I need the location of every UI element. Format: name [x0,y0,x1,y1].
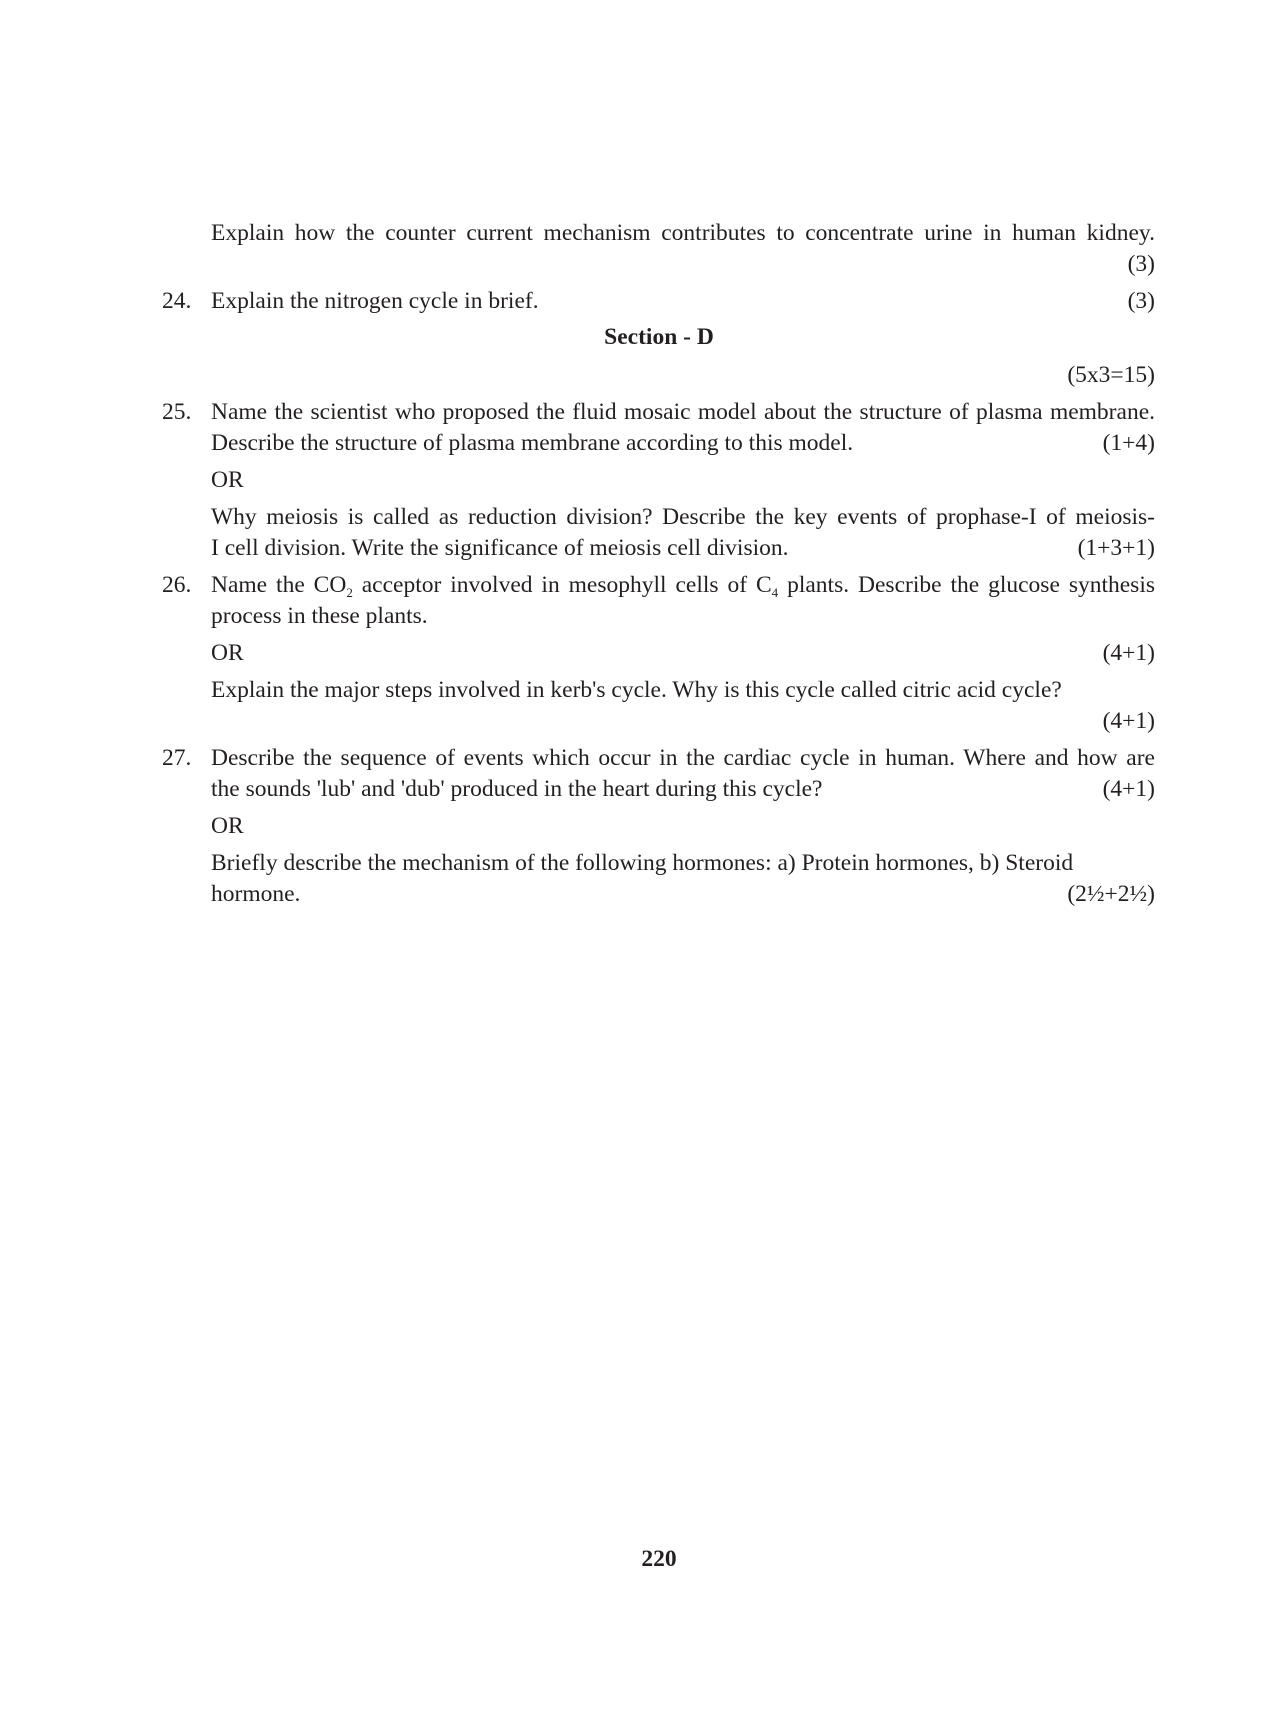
q25-number: 25. [162,399,192,425]
q26-line2: process in these plants. [211,603,428,629]
q24-text: Explain the nitrogen cycle in brief. [211,288,539,314]
q26-marks: (4+1) [1102,640,1155,666]
q27-line2: the sounds 'lub' and 'dub' produced in the heart during this cycle? [211,776,823,802]
q27-alt-line1: Briefly describe the mechanism of the following hormones: a) Protein hormones, b) Steroid [211,850,1074,876]
section-title: Section - D [604,324,714,350]
q26-number: 26. [162,572,192,598]
page-number: 220 [641,1546,677,1572]
q26-line1-part-a: Name the CO [211,572,347,598]
q25-marks: (1+4) [1102,430,1155,456]
q25-line2: Describe the structure of plasma membrane according to this model. [211,430,854,456]
q27-line1: Describe the sequence of events which occur in the cardiac cycle in human. Where and how are [211,745,1155,771]
q27-marks: (4+1) [1102,776,1155,802]
q26-alt-marks: (4+1) [1102,708,1155,734]
section-marks: (5x3=15) [1067,362,1155,388]
q27-alt-line2: hormone. [211,881,301,907]
q25-line1: Name the scientist who proposed the fluid mosaic model about the structure of plasma membrane. [211,399,1155,425]
q24-marks: (3) [1127,288,1155,314]
co2-subscript: 2 [346,585,353,600]
q26-line1-part-b: acceptor involved in mesophyll cells of C [352,572,772,598]
q23-or-marks: (3) [1127,251,1155,277]
c4-subscript: 4 [771,585,779,600]
q25-alt-line1: Why meiosis is called as reduction division? Describe the key events of prophase-I of meiosis- [211,504,1155,530]
q27-alt-marks: (2½+2½) [1067,881,1155,907]
q25-or-label: OR [211,467,244,493]
q26-or-label: OR [211,640,244,666]
q26-line1 [211,570,1155,600]
q23-or-text: Explain how the counter current mechanism contributes to concentrate urine in human kidney. [211,220,1155,246]
q25-alt-line2: I cell division. Write the significance of meiosis cell division. [211,535,789,561]
q26-alt-line1: Explain the major steps involved in kerb's cycle. Why is this cycle called citric acid cycle? [211,677,1062,703]
q27-number: 27. [162,745,192,771]
q24-number: 24. [162,288,192,314]
q25-alt-marks: (1+3+1) [1077,535,1155,561]
q26-line1-part-c: plants. Describe the glucose synthesis [778,572,1155,598]
q27-or-label: OR [211,813,244,839]
